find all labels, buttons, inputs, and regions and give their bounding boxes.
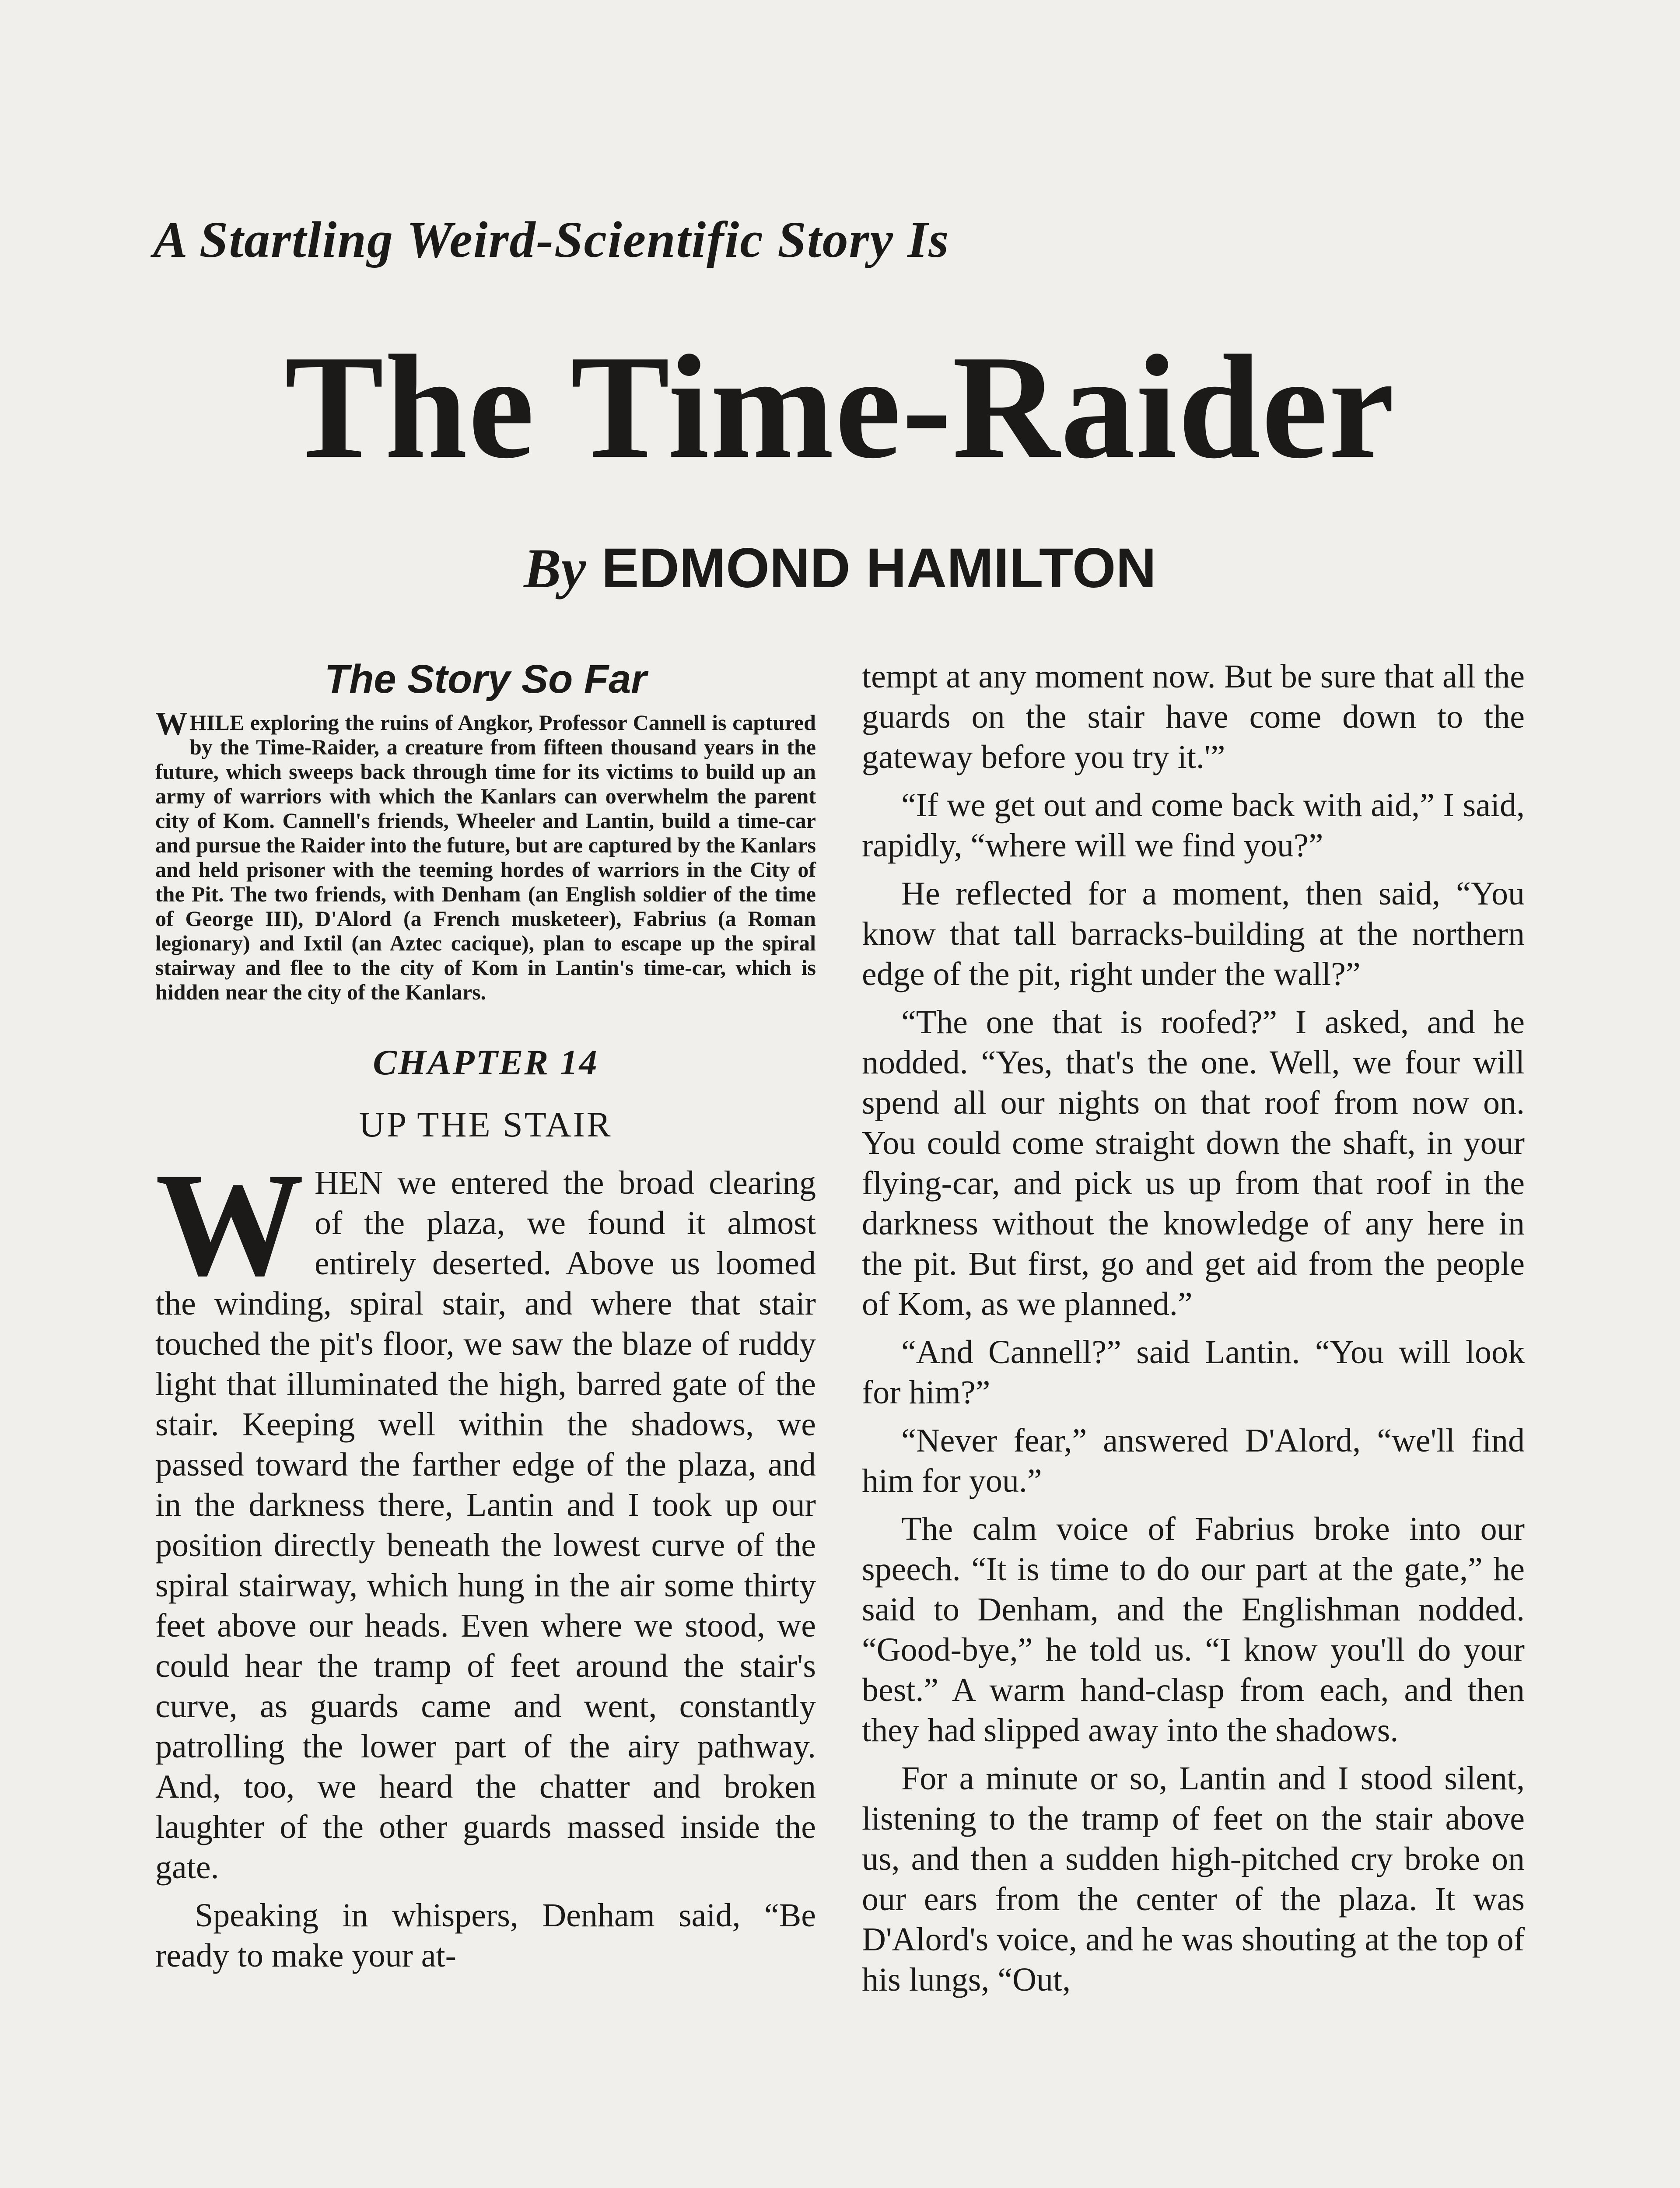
summary-text bbox=[155, 706, 816, 1004]
kicker: A Startling Weird-Scientific Story Is bbox=[153, 211, 950, 268]
paragraph-text: HEN we entered the broad clearing of the plaza, we found it almost entirely deserted. Above us loomed the winding, spiral stair, and where that stair touched the pit's floor, we saw the blaze of ruddy light that illuminated the high, barred gate of the stair. Keeping well within the shadows, we passed toward the farther edge of the plaza, and in the darkness there, Lantin and I took up our position directly beneath the lowest curve of the spiral stairway, which hung in the air some thirty feet above our heads. Even where we stood, we could hear the tramp of feet around the stair's curve, as guards came and went, constantly patrolling the lower part of the airy pathway. And, too, we heard the chatter and broken laughter of the other guards massed inside the gate. bbox=[155, 1164, 816, 1886]
chapter-title: UP THE STAIR bbox=[359, 1105, 612, 1144]
right-column bbox=[862, 656, 1525, 2008]
paragraph: The calm voice of Fabrius broke into our speech. “It is time to do our part at the gate,” he said to Denham, and the Englishman nodded. “Good-bye,” he told us. “I know you'll do your best.” A warm hand-clasp from each, and then they had slipped away into the shadows. bbox=[862, 1511, 1525, 1749]
chapter-number: CHAPTER 14 bbox=[373, 1042, 598, 1082]
paragraph: He reflected for a moment, then said, “You know that tall barracks-building at the northern edge of the pit, right under the wall?” bbox=[862, 875, 1525, 992]
paragraph: Speaking in whispers, Denham said, “Be ready to make your at- bbox=[155, 1897, 816, 1974]
paragraph: tempt at any moment now. But be sure that all the guards on the stair have come down to the gateway before you try it.'” bbox=[862, 658, 1525, 775]
paragraph bbox=[155, 1142, 816, 1887]
paragraph: “If we get out and come back with aid,” I said, rapidly, “where will we find you?” bbox=[862, 787, 1525, 864]
byline-by: By bbox=[524, 537, 586, 600]
byline-author: EDMOND HAMILTON bbox=[601, 537, 1156, 600]
story-title: The Time-Raider bbox=[284, 324, 1396, 489]
paragraph: For a minute or so, Lantin and I stood silent, listening to the tramp of feet on the stair above us, and then a sudden high-pitched cry broke on our ears from the center of the plaza. It was D'Alord's voice, and he was shouting at the top of his lungs, “Out, bbox=[862, 1760, 1525, 1998]
left-column bbox=[155, 656, 816, 1984]
summary-heading: The Story So Far bbox=[324, 657, 647, 701]
paragraph: “And Cannell?” said Lantin. “You will look for him?” bbox=[862, 1334, 1525, 1411]
byline bbox=[0, 536, 1680, 601]
summary-body: HILE exploring the ruins of Angkor, Professor Cannell is captured by the Time-Raider, a creature from fifteen thousand years in the future, which sweeps back through time for its victims to build up an army of warriors with which the Kanlars can overwhelm the parent city of Kom. Cannell's friends, Wheeler and Lantin, build a time-car and pursue the Raider into the future, but are captured by the Kanlars and held prisoner with the teeming hordes of warriors in the City of the Pit. The two friends, with Denham (an English soldier of the time of George III), D'Alord (a French musketeer), Fabrius (a Roman legionary) and Ixtil (an Aztec cacique), plan to escape up the spiral stairway and flee to the city of Kom in Lantin's time-car, which is hidden near the city of the Kanlars. bbox=[155, 710, 816, 1004]
paragraph: “Never fear,” answered D'Alord, “we'll find him for you.” bbox=[862, 1422, 1525, 1499]
drop-cap: W bbox=[155, 1142, 304, 1307]
summary-initial: W bbox=[155, 706, 188, 742]
paragraph: “The one that is roofed?” I asked, and he nodded. “Yes, that's the one. Well, we four will spend all our nights on that roof from now on. You could come straight down the shaft, in your flying-car, and pick us up from that roof in the darkness without the knowledge of any here in the pit. But first, go and get aid from the people of Kom, as we planned.” bbox=[862, 1004, 1525, 1322]
